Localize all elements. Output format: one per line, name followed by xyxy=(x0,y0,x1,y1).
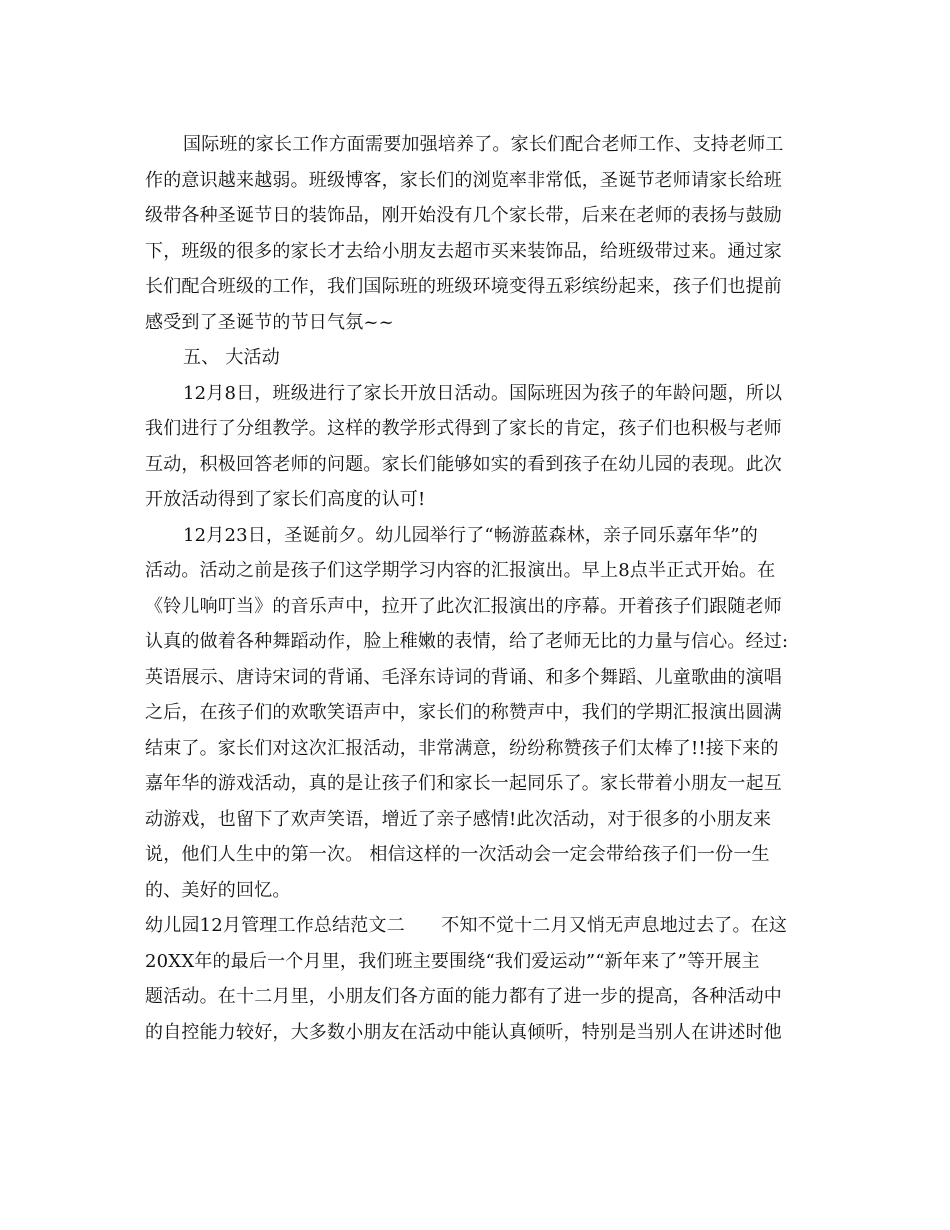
paragraph-line: 幼儿园12月管理工作总结范文二 不知不觉十二月又悄无声息地过去了。在这 xyxy=(145,915,788,936)
paragraph-line: 20XX年的最后一个月里，我们班主要围绕“我们爱运动”“新年来了”等开展主 xyxy=(145,950,760,972)
paragraph-line: 的、美好的回忆。 xyxy=(145,879,291,901)
paragraph-line: 活动。活动之前是孩子们这学期学习内容的汇报演出。早上8点半正式开始。在 xyxy=(145,560,776,581)
paragraph-line: 12月23日，圣诞前夕。幼儿园举行了“畅游蓝森林，亲子同乐嘉年华”的 xyxy=(183,524,759,546)
paragraph-line: 级带各种圣诞节日的装饰品，刚开始没有几个家长带，后来在老师的表扬与鼓励 xyxy=(145,205,782,226)
paragraph-line: 结束了。家长们对这次汇报活动，非常满意，纷纷称赞孩子们太棒了!!接下来的 xyxy=(145,737,779,759)
paragraph-line: 开放活动得到了家长们高度的认可! xyxy=(145,489,426,510)
paragraph-line: 《铃儿响叮当》的音乐声中，拉开了此次汇报演出的序幕。开着孩子们跟随老师 xyxy=(145,595,782,617)
paragraph-line: 说，他们人生中的第一次。 相信这样的一次活动会一定会带给孩子们一份一生 xyxy=(145,844,770,865)
paragraph-line: 嘉年华的游戏活动，真的是让孩子们和家长一起同乐了。家长带着小朋友一起互 xyxy=(145,773,782,794)
paragraph-line: 题活动。在十二月里，小朋友们各方面的能力都有了进一步的提高，各种活动中 xyxy=(145,986,782,1007)
paragraph-line: 动游戏，也留下了欢声笑语，增近了亲子感情!此次活动，对于很多的小朋友来 xyxy=(145,808,772,830)
paragraph-line: 下，班级的很多的家长才去给小朋友去超市买来装饰品，给班级带过来。通过家 xyxy=(145,240,782,262)
paragraph-line: 作的意识越来越弱。班级博客，家长们的浏览率非常低，圣诞节老师请家长给班 xyxy=(145,169,782,191)
paragraph-line: 互动，积极回答老师的问题。家长们能够如实的看到孩子在幼儿园的表现。此次 xyxy=(145,453,782,475)
paragraph-line: 之后，在孩子们的欢歌笑语声中，家长们的称赞声中，我们的学期汇报演出圆满 xyxy=(145,702,782,723)
section-heading: 五、 大活动 xyxy=(183,347,280,368)
paragraph-line: 12月8日，班级进行了家长开放日活动。国际班因为孩子的年龄问题，所以 xyxy=(183,382,783,404)
paragraph-line: 认真的做着各种舞蹈动作，脸上稚嫩的表情，给了老师无比的力量与信心。经过: xyxy=(145,631,789,652)
document-body xyxy=(145,127,810,1050)
paragraph-line: 的自控能力较好，大多数小朋友在活动中能认真倾听，特别是当别人在讲述时他 xyxy=(145,1021,782,1043)
paragraph-line: 我们进行了分组教学。这样的教学形式得到了家长的肯定，孩子们也积极与老师 xyxy=(145,418,782,439)
paragraph-line: 英语展示、唐诗宋词的背诵、毛泽东诗词的背诵、和多个舞蹈、儿童歌曲的演唱 xyxy=(145,666,782,688)
paragraph-line: 感受到了圣诞节的节日气氛~~ xyxy=(145,311,394,333)
paragraph-line: 国际班的家长工作方面需要加强培养了。家长们配合老师工作、支持老师工 xyxy=(183,134,784,155)
paragraph-line: 长们配合班级的工作，我们国际班的班级环境变得五彩缤纷起来，孩子们也提前 xyxy=(145,276,782,297)
